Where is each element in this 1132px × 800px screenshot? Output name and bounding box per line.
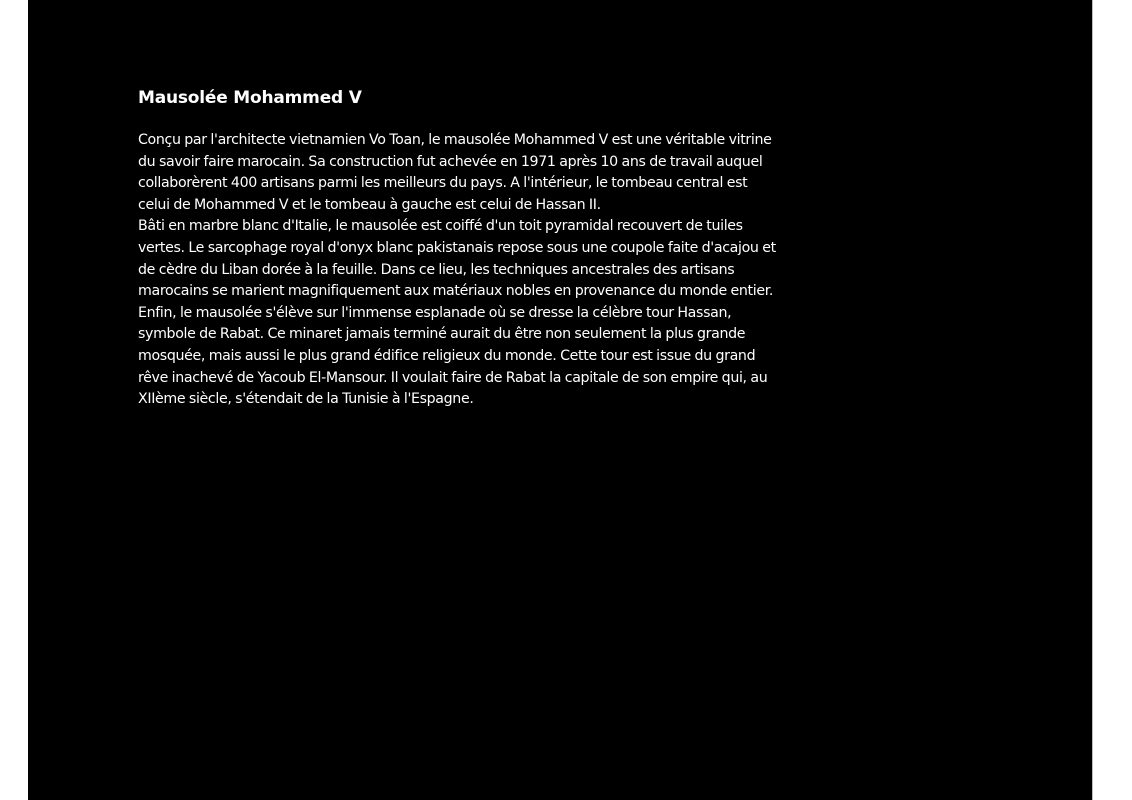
article-paragraph: Conçu par l'architecte vietnamien Vo Toan, le mausolée Mohammed V est une véritable vitrine du savoir faire marocain. Sa construction fut achevée en 1971 après 10 ans de travail auquel collaborèrent 400 artisans parmi les meilleurs du pays. A l'intérieur, le tombeau central est celui de Mohammed V et le tombeau à gauche est celui de Hassan II. <box>138 132 772 213</box>
article-title: Mausolée Mohammed V <box>138 88 362 108</box>
article-paragraph: Bâti en marbre blanc d'Italie, le mausolée est coiffé d'un toit pyramidal recouvert de tuiles vertes. Le sarcophage royal d'onyx blanc pakistanais repose sous une coupole faite d'acajou et de cèdre du Liban dorée à la feuille. Dans ce lieu, les techniques ancestrales des artisans marocains se marient magnifiquement aux matériaux nobles en provenance du monde entier. <box>138 218 776 300</box>
article-paragraph: Enfin, le mausolée s'élève sur l'immense esplanade où se dresse la célèbre tour Hassan, symbole de Rabat. Ce minaret jamais terminé aurait du être non seulement la plus grande mosquée, mais aussi le plus grand édifice religieux du monde. Cette tour est issue du grand rêve inachevé de Yacoub El-Mansour. Il voulait faire de Rabat la capitale de son empire qui, au XIIème siècle, s'étendait de la Tunisie à l'Espagne. <box>138 304 768 408</box>
article <box>138 86 778 411</box>
document-page <box>28 0 1093 800</box>
